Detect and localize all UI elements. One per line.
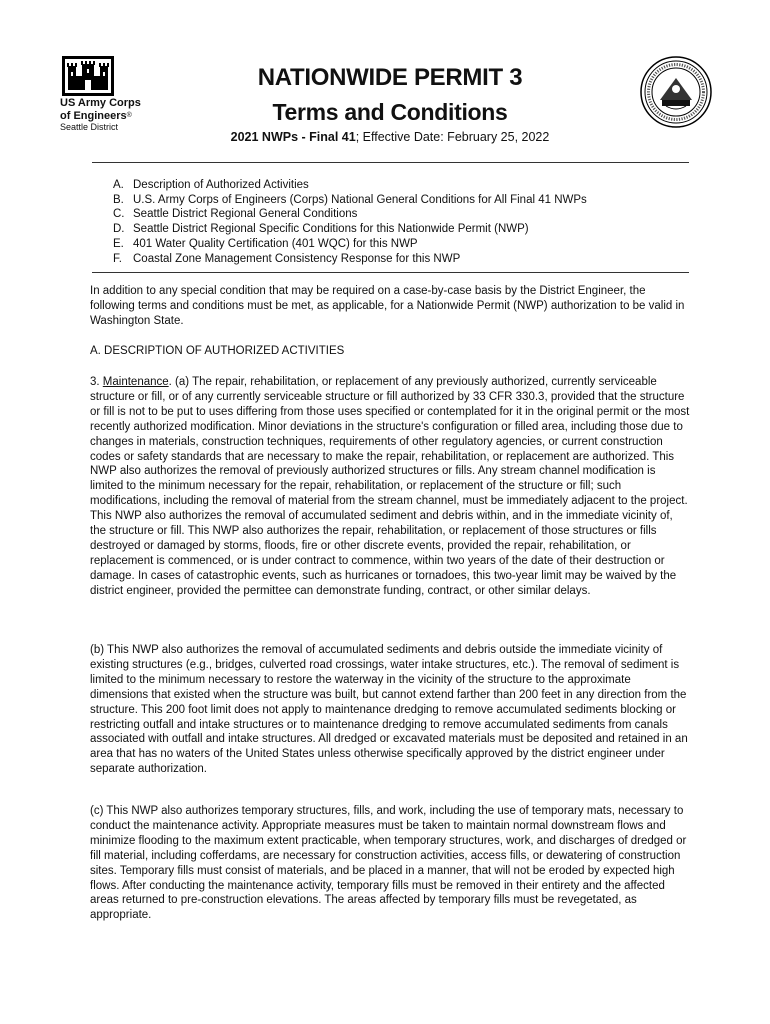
divider-bottom [92,272,689,273]
table-of-contents [113,178,587,266]
section-a-heading: A. DESCRIPTION OF AUTHORIZED ACTIVITIES [90,345,345,357]
department-seal-icon [640,56,712,128]
page-title: NATIONWIDE PERMIT 3 [257,64,523,91]
toc-item: A. Description of Authorized Activities [113,179,309,191]
toc-item: E. 401 Water Quality Certification (401 WQC) for this NWP [113,237,418,250]
edition-label: 2021 NWPs - Final 41 [230,130,356,144]
castle-icon [62,56,114,96]
paragraph-3-maintenance: 3. Maintenance. (a) The repair, rehabilitation, or replacement of any previously authorized, currently serviceable structure or fill, or of any currently serviceable structure or fill authorized by 33 CFR 330.3, provided that the structure or fill is not to be put to uses differing from those uses specified or contemplated for it in the original permit or the most recently authorized modification. Minor deviations in the structure's configuration or filled area, including those due to changes in materials, construction techniques, requirements of other regulatory agencies, or current construction codes or safety standards that are necessary to make the repair, rehabilitation, or replacement are authorized. This NWP also authorizes the removal of previously authorized structures or fills. Any stream channel modification is limited to the minimum necessary for the repair, rehabilitation, or replacement of the structure or fill; such modifications, including the removal of material from the stream channel, must be immediately adjacent to the project. This NWP also authorizes the removal of accumulated sediment and debris within, and in the immediate vicinity of, the structure or fill. This NWP also authorizes the repair, rehabilitation, or replacement of those structures or fills destroyed or damaged by storms, floods, fire or other discrete events, provided the repair, rehabilitation, or replacement is commenced, or is under contract to commence, within two years of the date of their destruction or damage. In cases of catastrophic events, such as hurricanes or tornadoes, this two-year limit may be waived by the district engineer, provided the permittee can demonstrate funding, contract, or other similar delays. [90,376,690,597]
effective-line [120,130,660,144]
maintenance-title: Maintenance [102,376,169,388]
toc-item: F. Coastal Zone Management Consistency Response for this NWP [113,252,461,265]
usace-logo [60,56,150,133]
district-name: Seattle District [60,122,119,132]
page-subtitle: Terms and Conditions [272,99,508,125]
paragraph-c: (c) This NWP also authorizes temporary structures, fills, and work, including the use of temporary mats, necessary to conduct the maintenance activity. Appropriate measures must be taken to maintain normal downstream flows and minimize flooding to the maximum extent practicable, when temporary structures, work, and discharges of dredged or fill material, including cofferdams, are necessary for construction activities, access fills, or dewatering of construction sites. Temporary fills must consist of materials, and be placed in a manner, that will not be eroded by expected high flows. After conducting the maintenance activity, temporary fills must be removed in their entirety and the affected areas returned to pre-construction elevations. The areas affected by temporary fills must be revegetated, as appropriate. [90,805,687,922]
toc-item: D. Seattle District Regional Specific Conditions for this Nationwide Permit (NWP) [113,223,529,236]
intro-paragraph: In addition to any special condition that may be required on a case-by-case basis by the District Engineer, the following terms and conditions must be met, as applicable, for a Nationwide Permit (NWP) authorization to be valid in Washington State. [90,285,685,327]
org-name-line1: US Army Corps [60,97,141,109]
toc-item: C. Seattle District Regional General Conditions [113,208,358,221]
org-name-line2: of Engineers® [60,110,132,122]
divider-top [92,162,689,163]
toc-item: B. U.S. Army Corps of Engineers (Corps) National General Conditions for All Final 41 NWPs [113,193,587,206]
paragraph-b: (b) This NWP also authorizes the removal of accumulated sediments and debris outside the immediate vicinity of existing structures (e.g., bridges, culverted road crossings, water intake structures, etc.). The removal of sediment is limited to the minimum necessary to restore the waterway in the vicinity of the structure to the approximate dimensions that existed when the structure was built, but cannot extend farther than 200 feet in any direction from the structure. This 200 foot limit does not apply to maintenance dredging to remove accumulated sediments blocking or restricting outfall and intake structures or to maintenance dredging to remove accumulated sediments from canals associated with outfall and intake structures. All dredged or excavated materials must be deposited and retained in an area that has no waters of the United States unless otherwise specifically approved by the district engineer under separate authorization. [90,644,688,776]
effective-date: ; Effective Date: February 25, 2022 [355,130,550,144]
